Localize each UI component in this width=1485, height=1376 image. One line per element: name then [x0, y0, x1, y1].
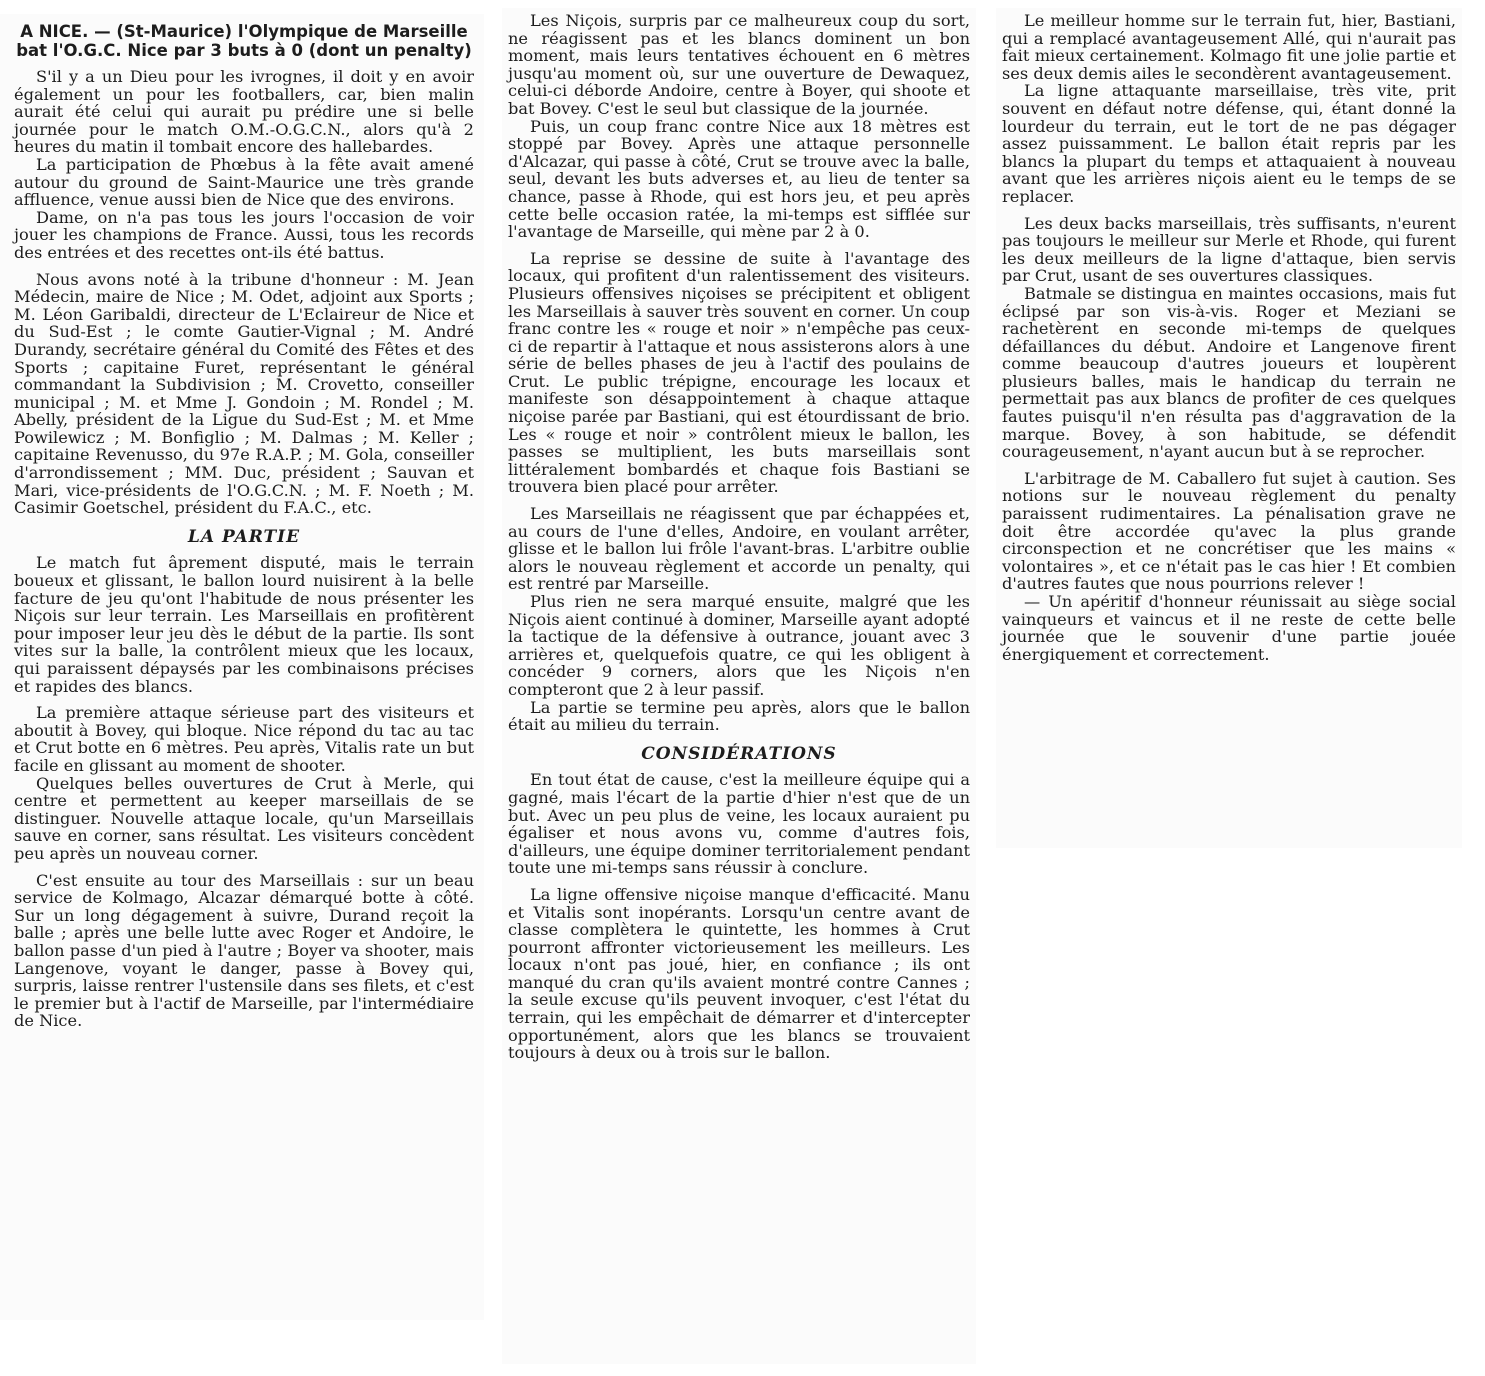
- paragraph: La reprise se dessine de suite à l'avantage des locaux, qui profitent d'un ralentissement des visiteurs. Plusieurs offensives niçoises se précipitent et obligent les Marseillais à sauver très souvent en corner. Un coup franc contre les « rouge et noir » n'empêche pas ceux-ci de repartir à l'attaque et nous assisterons alors à une série de belles phases de jeu à l'actif des poulains de Crut. Le public trépigne, encourage les locaux et manifeste son désappointement à chaque attaque niçoise parée par Bastiani, qui est étourdissant de brio. Les « rouge et noir » contrôlent mieux le ballon, les passes se multiplient, les buts marseillais sont littéralement bombardés et chaque fois Bastiani se trouvera bien placé pour arrêter.: [508, 248, 970, 497]
- section-heading-la-partie: LA PARTIE: [187, 526, 301, 547]
- paragraph: Plus rien ne sera marqué ensuite, malgré que les Niçois aient continué à dominer, Marseille ayant adopté la tactique de la défensive à outrance, jouant avec 3 arrières et, quelquefois quatre, ce qui les obligent à concéder 9 corners, alors que les Niçois n'en compteront que 2 à leur passif.: [508, 592, 970, 699]
- paragraph: — Un apéritif d'honneur réunissait au siège social vainqueurs et vaincus et il ne reste de cette belle journée que le souvenir d'une partie jouée énergiquement et correctement.: [1002, 592, 1456, 664]
- paragraph: La partie se termine peu après, alors que le ballon était au milieu du terrain.: [508, 697, 970, 735]
- paragraph: La première attaque sérieuse part des visiteurs et aboutit à Bovey, qui bloque. Nice répond du tac au tac et Crut botte en 6 mètres. Peu après, Vitalis rate un but facile en glissant au moment de shooter.: [14, 703, 474, 775]
- paragraph: L'arbitrage de M. Caballero fut sujet à caution. Ses notions sur le nouveau règlement du penalty paraissent rudimentaires. La pénalisation grave ne doit être accordée qu'avec la plus grande circonspection et ne concrétiser que les mains « volontaires », et ce n'était pas le cas hier ! Et combien d'autres fautes que nous pourrions relever !: [1002, 468, 1456, 594]
- paragraph: La participation de Phœbus à la fête avait amené autour du ground de Saint-Maurice une très grande affluence, venue aussi bien de Nice que des environs.: [14, 154, 474, 210]
- paragraph: Le meilleur homme sur le terrain fut, hier, Bastiani, qui a remplacé avantageusement Allé, qui n'aurait pas fait mieux certainement. Kolmago fit une jolie partie et ses deux demis ailes le secondèrent avantageusement.: [1002, 11, 1456, 83]
- paragraph: Les Niçois, surpris par ce malheureux coup du sort, ne réagissent pas et les blancs dominent un bon moment, mais leurs tentatives échouent en 6 mètres jusqu'au moment où, sur une ouverture de Dewaquez, celui-ci déborde Andoire, centre à Boyer, qui shoote et bat Bovey. C'est le seul but classique de la journée.: [508, 11, 970, 118]
- paragraph: S'il y a un Dieu pour les ivrognes, il doit y en avoir également un pour les footballers, car, bien malin aurait été celui qui aurait pu prédire une si belle journée pour le match O.M.-O.G.C.N., alors qu'à 2 heures du matin il tombait encore des hallebardes.: [14, 67, 474, 157]
- paragraph: Dame, on n'a pas tous les jours l'occasion de voir jouer les champions de France. Aussi, tous les records des entrées et des recettes ont-ils été battus.: [14, 207, 474, 262]
- paragraph: Nous avons noté à la tribune d'honneur : M. Jean Médecin, maire de Nice ; M. Odet, adjoint aux Sports ; M. Léon Garibaldi, directeur de L'Eclaireur de Nice et du Sud-Est ; le comte Gautier-Vignal ; M. André Durandy, secrétaire général du Comité des Fêtes et des Sports ; capitaine Furet, représentant le général commandant la Subdivision ; M. Crovetto, conseiller municipal ; M. et Mme J. Gondoin ; M. Rondel ; M. Abelly, président de la Ligue du Sud-Est ; M. et Mme Powilewicz ; M. Bonfiglio ; M. Dalmas ; M. Keller ; capitaine Revenusso, du 97e R.A.P. ; M. Gola, conseiller d'arrondissement ; MM. Duc, président ; Sauvan et Mari, vice-présidents de l'O.G.C.N. ; M. F. Noeth ; M. Casimir Goetschel, président du F.A.C., etc.: [14, 269, 474, 518]
- article-column-2: [502, 8, 976, 1364]
- article-headline: A NICE. — (St-Maurice) l'Olympique de Marseille bat l'O.G.C. Nice par 3 buts à 0 (dont un penalty): [16, 22, 472, 60]
- paragraph: Batmale se distingua en maintes occasions, mais fut éclipsé par son vis-à-vis. Roger et Meziani se rachetèrent en seconde mi-temps de quelques défaillances du début. Andoire et Langenove firent comme beaucoup d'autres joueurs et loupèrent plusieurs balles, mais le handicap du terrain ne permettait pas aux blancs de profiter de ces quelques fautes puisqu'il n'en résulta pas d'aggravation de la marque. Bovey, à son habitude, se défendit courageusement, n'ayant aucun but à se reprocher.: [1002, 283, 1456, 462]
- paragraph: Les Marseillais ne réagissent que par échappées et, au cours de l'une d'elles, Andoire, en voulant arrêter, glisse et le ballon lui frôle l'avant-bras. L'arbitre oublie alors le nouveau règlement et accorde un penalty, qui est rentré par Marseille.: [508, 504, 970, 594]
- section-heading-considerations: CONSIDÉRATIONS: [641, 743, 837, 764]
- article-column-1: [0, 14, 484, 1320]
- paragraph: En tout état de cause, c'est la meilleure équipe qui a gagné, mais l'écart de la partie d'hier n'est que de un but. Avec un peu plus de veine, les locaux auraient pu égaliser et nous avons vu, comme d'autres fois, d'ailleurs, une équipe dominer territorialement pendant toute une mi-temps sans réussir à conclure.: [508, 770, 970, 878]
- paragraph: Le match fut âprement disputé, mais le terrain boueux et glissant, le ballon lourd nuisirent à la belle facture de jeu qu'ont l'habitude de nous présenter les Niçois sur leur terrain. Les Marseillais en profitèrent pour imposer leur jeu dès le début de la partie. Ils sont vites sur la balle, la contrôlent mieux que les locaux, qui paraissent dépaysés par les combinaisons précises et rapides des blancs.: [14, 553, 474, 696]
- paragraph: Quelques belles ouvertures de Crut à Merle, qui centre et permettent au keeper marseillais de se distinguer. Nouvelle attaque locale, qu'un Marseillais sauve en corner, sans résultat. Les visiteurs concèdent peu après un nouveau corner.: [14, 773, 474, 863]
- article-column-3: [996, 8, 1462, 848]
- paragraph: Les deux backs marseillais, très suffisants, n'eurent pas toujours le meilleur sur Merle et Rhode, qui furent les deux meilleurs de la ligne d'attaque, bien servis par Crut, usant de ses ouvertures classiques.: [1002, 213, 1456, 286]
- paragraph: La ligne attaquante marseillaise, très vite, prit souvent en défaut notre défense, qui, étant donné la lourdeur du terrain, eut le tort de ne pas dégager assez puissamment. Le ballon était repris par les blancs la plupart du temps et attaquaient à nouveau avant que les arrières niçois aient eu le temps de se replacer.: [1002, 81, 1456, 206]
- paragraph: Puis, un coup franc contre Nice aux 18 mètres est stoppé par Bovey. Après une attaque personnelle d'Alcazar, qui passe à côté, Crut se trouve avec la balle, seul, devant les buts adverses et, au lieu de tenter sa chance, passe à Rhode, qui est hors jeu, et peu après cette belle occasion ratée, la mi-temps est sifflée sur l'avantage de Marseille, qui mène par 2 à 0.: [508, 116, 970, 242]
- paragraph: La ligne offensive niçoise manque d'efficacité. Manu et Vitalis sont inopérants. Lorsqu'un centre avant de classe complètera le quintette, les hommes à Crut pourront affronter victorieusement les meilleurs. Les locaux n'ont pas joué, hier, en confiance ; ils ont manqué du cran qu'ils avaient montré contre Cannes ; la seule excuse qu'ils peuvent invoquer, c'est l'état du terrain, qui les empêchait de démarrer et d'intercepter opportunément, alors que les blancs se trouvaient toujours à deux ou à trois sur le ballon.: [508, 884, 970, 1063]
- paragraph: C'est ensuite au tour des Marseillais : sur un beau service de Kolmago, Alcazar démarqué botte à côté. Sur un long dégagement à suivre, Durand reçoit la balle ; après une belle lutte avec Roger et Andoire, le ballon passe d'un pied à l'autre ; Boyer va shooter, mais Langenove, voyant le danger, passe à Bovey qui, surpris, laisse rentrer l'ustensile dans ses filets, et c'est le premier but à l'actif de Marseille, par l'intermédiaire de Nice.: [14, 870, 474, 1031]
